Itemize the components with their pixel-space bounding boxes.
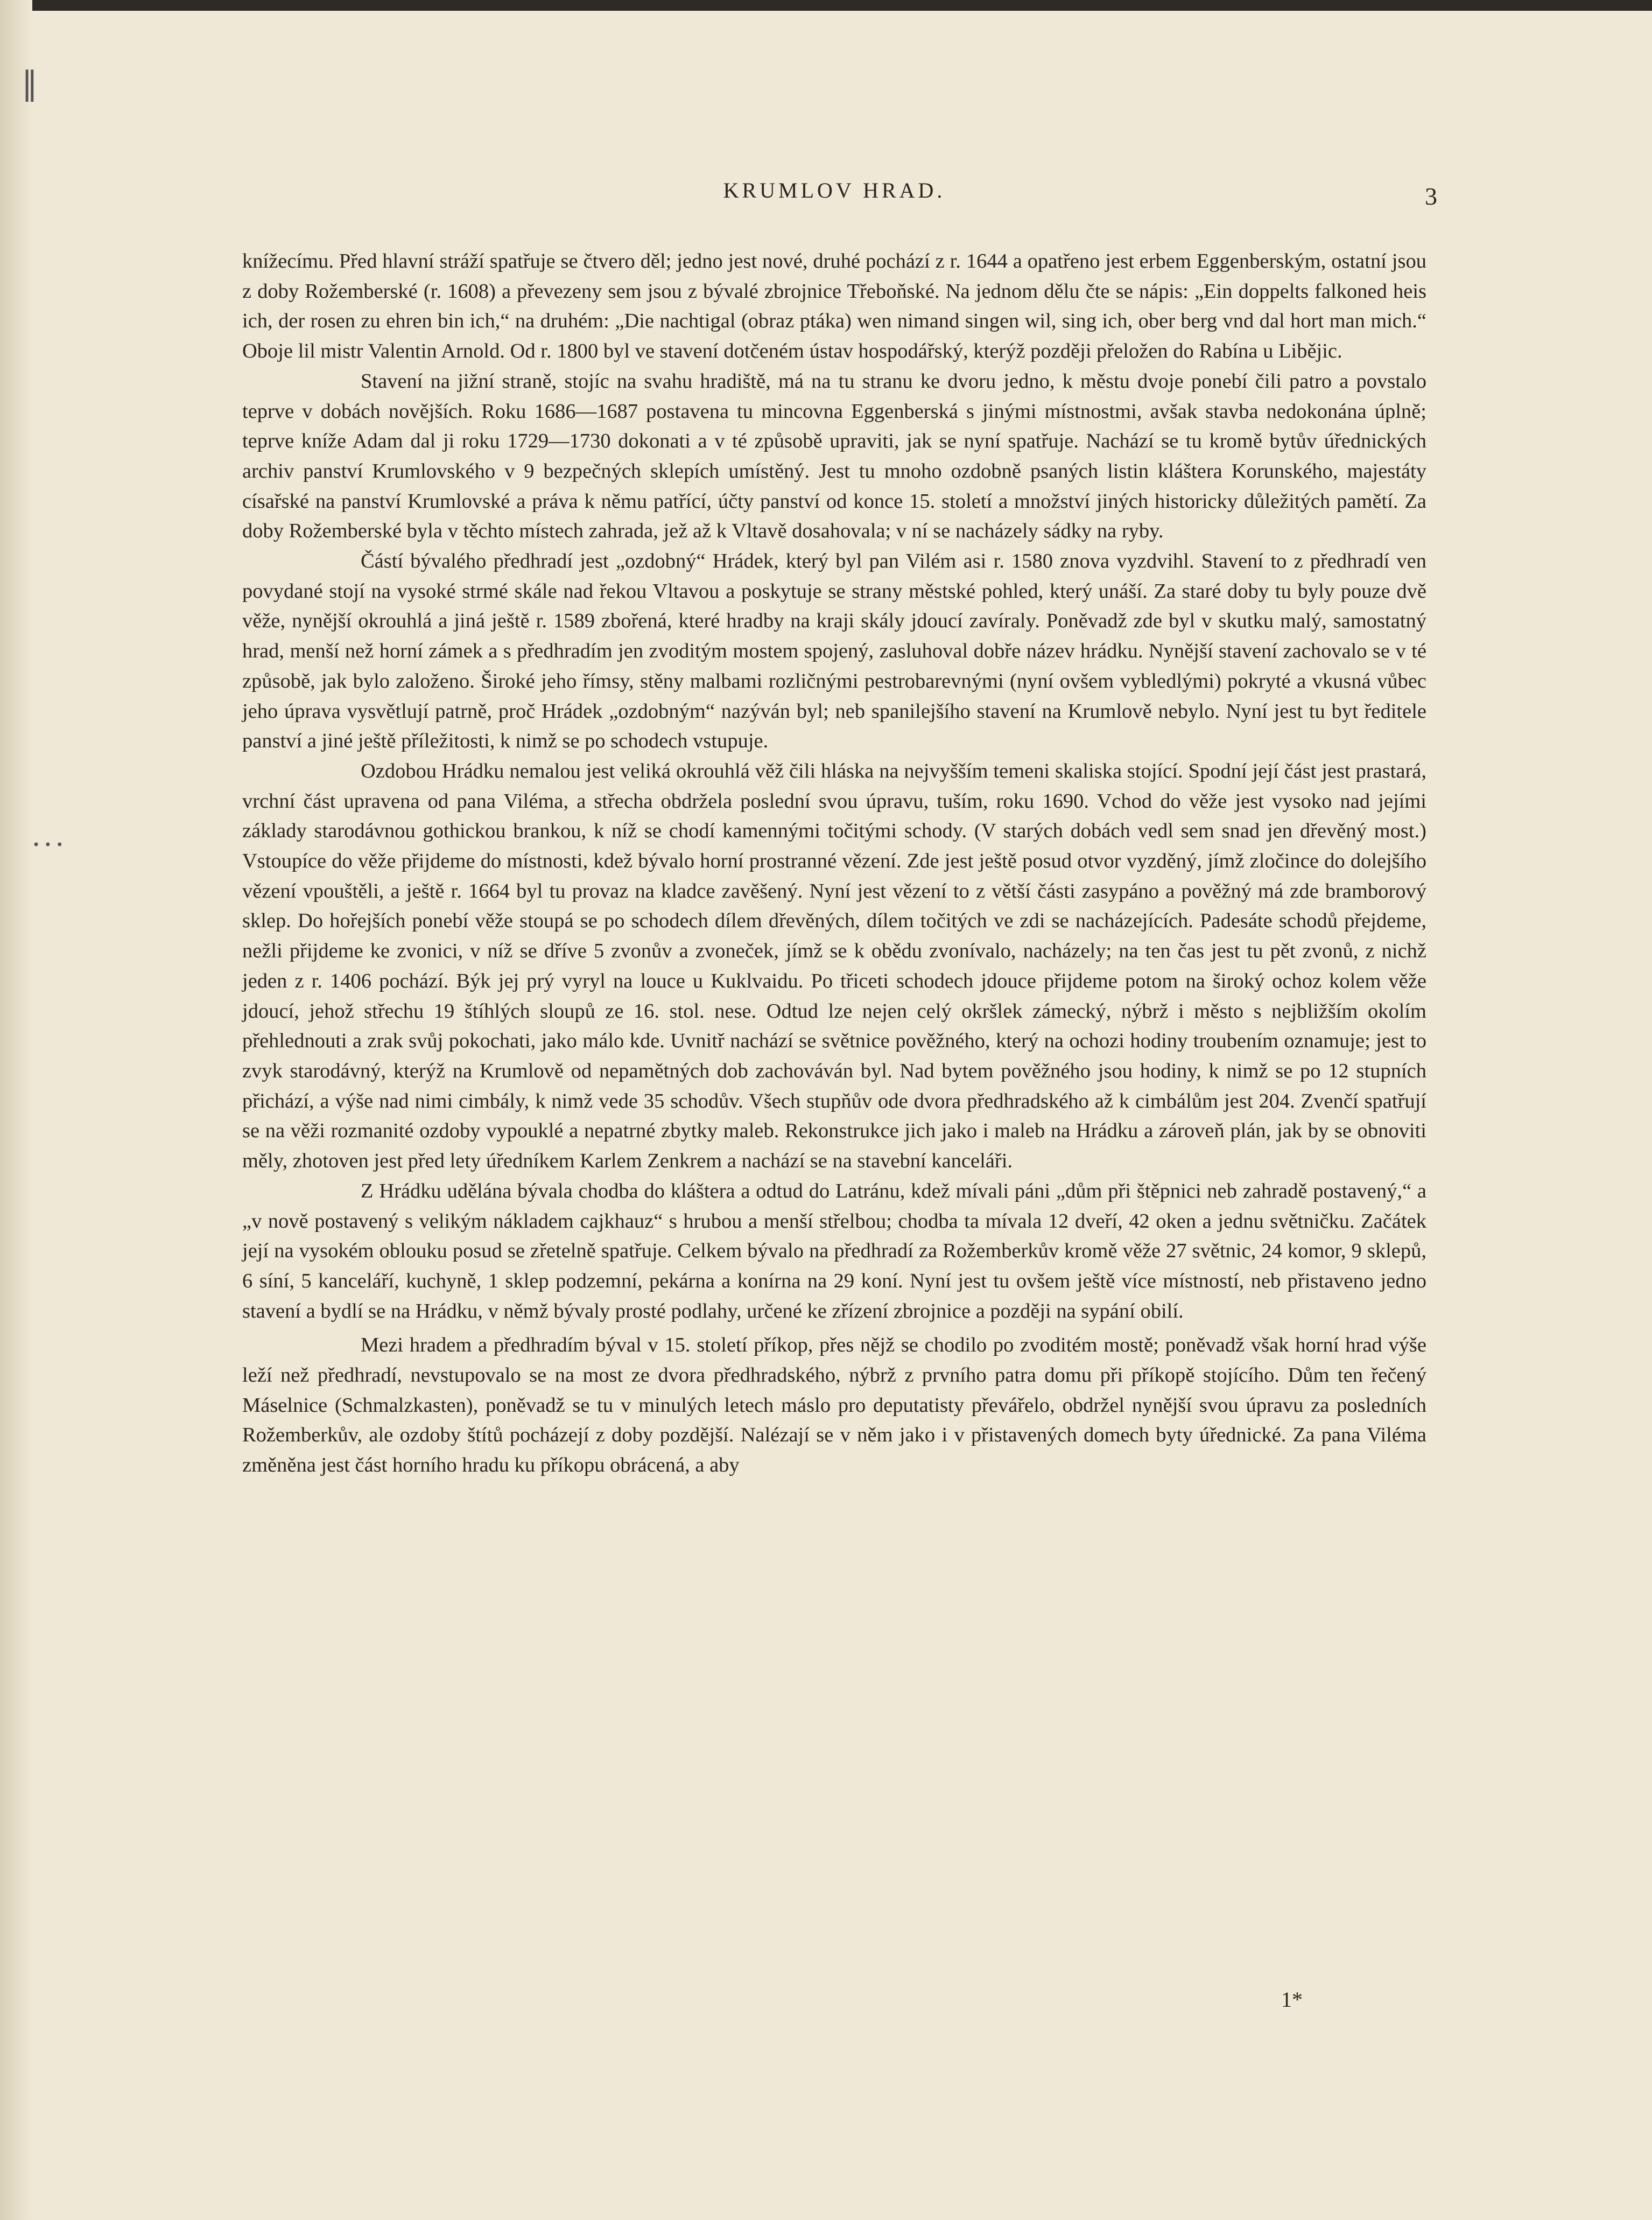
paragraph: Z Hrádku udělána bývala chodba do kláštera a odtud do Latránu, kdež mívali páni „dům při štěpnici neb zahradě postavený,“ a „v nově postavený s velikým nákladem cajkhauz“ s hrubou a menší střelbou; chodba ta mívala 12 dveří, 42 oken a jednu světničku. Začátek její na vysokém oblouku posud se zřetelně spatřuje. Celkem bývalo na předhradí za Rožemberkův kromě věže 27 světnic, 24 komor, 9 sklepů, 6 síní, 5 kanceláří, kuchyně, 1 sklep podzemní, pekárna a konírna na 29 koní. Nyní jest tu ovšem ještě více místností, neb přistaveno jedno stavení a bydlí se na Hrádku, v němž bývaly prosté podlahy, určené ke zřízení zbrojnice a později na sypání obilí.	[242, 1179, 1426, 1322]
paragraph: Mezi hradem a předhradím býval v 15. století příkop, přes nějž se chodilo po zvoditém mostě; poněvadž však horní hrad výše leží než předhradí, nevstupovalo se na most ze dvora předhradského, nýbrž z prvního patra domu při příkopě stojícího. Dům ten řečený Máselnice (Schmalzkasten), poněvadž se tu v minulých letech máslo pro deputatisty převářelo, obdržel nynější svou úpravu za posledních Rožemberkův, ale ozdoby štítů pocházejí z doby pozdější. Nalézají se v něm jako i v přistavených domech byty úřednické. Za pana Viléma změněna jest část horního hradu ku příkopu obrácená, a aby	[242, 1334, 1426, 1477]
paragraph: Ozdobou Hrádku nemalou jest veliká okrouhlá věž čili hláska na nejvyšším temeni skaliska stojící. Spodní její část jest prastará, vrchní část upravena od pana Viléma, a střecha obdržela poslední svou úpravu, tuším, roku 1690. Vchod do věže jest vysoko nad jejími základy starodávnou gothickou brankou, k níž se chodí kamennými točitými schody. (V starých dobách vedl sem snad jen dřevěný most.) Vstoupíce do věže přijdeme do místnosti, kdež bývalo horní prostranné vězení. Zde jest ještě posud otvor vyzděný, jímž zločince do dolejšího vězení vpouštěli, a ještě r. 1664 byl tu provaz na kladce zavěšený. Nyní jest vězení to z větší části zasypáno a pověžný má zde bramborový sklep. Do hořejších ponebí věže stoupá se po schodech dílem dřevěných, dílem točitých ve zdi se nacházejících. Padesáte schodů přejdeme, nežli přijdeme ke zvonici, v níž se dříve 5 zvonův a zvoneček, jímž se k obědu zvonívalo, nacházely; na ten čas jest tu pět zvonů, z nichž jeden z r. 1406 pochází. Býk jej prý vyryl na louce u Kuklvaidu. Po třiceti schodech jdouce přijdeme potom na široký ochoz kolem věže jdoucí, jehož střechu 19 štíhlých sloupů ze 16. stol. nese. Odtud lze nejen celý okršlek zámecký, nýbrž i město s nejbližším okolím přehlednouti a zrak svůj pokochati, jako málo kde. Uvnitř nachází se světnice pověžného, který na ochozi hodiny troubením oznamuje; jest to zvyk starodávný, kterýž na Krumlově od nepamětných dob zachováván byl. Nad bytem pověžného jsou hodiny, k nimž se po 12 stupních přichází, a výše nad nimi cimbály, k nimž vede 35 schodův. Všech stupňův ode dvora předhradského až k cimbálům jest 204. Zvenčí spatřují se na věži rozmanité ozdoby vypouklé a nepatrné zbytky maleb. Rekonstrukce jich jako i maleb na Hrádku a zároveň plán, jak by se obnoviti měly, zhotoven jest před lety úředníkem Karlem Zenkrem a nachází se na stavební kanceláři.	[242, 759, 1426, 1173]
page-top-edge	[0, 0, 1652, 11]
paragraph: Částí bývalého předhradí jest „ozdobný“ Hrádek, který byl pan Vilém asi r. 1580 znova vyzdvihl. Stavení to z předhradí ven povydané stojí na vysoké strmé skále nad řekou Vltavou a poskytuje se strany městské pohled, který unáší. Za staré doby tu byly pouze dvě věže, nynější okrouhlá a jiná ještě r. 1589 zbořená, které hradby na kraji skály jdoucí zavíraly. Poněvadž zde byl v skutku malý, samostatný hrad, menší než horní zámek a s předhradím jen zvoditým mostem spojený, zasluhoval dobře název hrádku. Nynější stavení zachovalo se v té způsobě, jak bylo založeno. Široké jeho římsy, stěny malbami rozličnými pestrobarevnými (nyní ovšem vybledlými) pokryté a vkusná vůbec jeho úprava vysvětlují patrně, proč Hrádek „ozdobným“ nazýván byl; neb spanilejšího stavení na Krumlově nebylo. Nyní jest tu byt ředitele panství a jiné ještě příležitosti, k nimž se po schodech vstupuje.	[242, 550, 1426, 753]
page-binding-shadow	[0, 0, 32, 2220]
paragraph: Stavení na jižní straně, stojíc na svahu hradiště, má na tu stranu ke dvoru jedno, k městu dvoje ponebí čili patro a povstalo teprve v dobách novějších. Roku 1686—1687 postavena tu mincovna Eggenberská s jinými místnostmi, avšak stavba nedokonána úplně; teprve kníže Adam dal ji roku 1729—1730 dokonati a v té způsobě upraviti, jak se nyní spatřuje. Nachází se tu kromě bytův úřednických archiv panství Krumlovského v 9 bezpečných sklepích umístěný. Jest tu mnoho ozdobně psaných listin kláštera Korunského, majestáty císařské na panství Krumlovské a práva k němu patřící, účty panství od konce 15. století a množství jiných historicky důležitých pamětí. Za doby Rožemberské byla v těchto místech zahrada, jež až k Vltavě dosahovala; v ní se nacházely sádky na ryby.	[242, 369, 1426, 543]
margin-scratch: ‖	[22, 65, 38, 102]
margin-dots: • • •	[32, 837, 64, 852]
paragraph: knížecímu. Před hlavní stráží spatřuje se čtvero děl; jedno jest nové, druhé pochází z r. 1644 a opatřeno jest erbem Eggenberským, ostatní jsou z doby Rožemberské (r. 1608) a převezeny sem jsou z bývalé zbrojnice Třeboňské. Na jednom dělu čte se nápis: „Ein doppelts falkoned heis ich, der rosen zu ehren bin ich,“ na druhém: „Die nachtigal (obraz ptáka) wen nimand singen wil, sing ich, ober berg vnd dal hort man mich.“ Oboje lil mistr Valentin Arnold. Od r. 1800 byl ve stavení dotčeném ústav hospodářský, kterýž později přeložen do Rabína u Libějic.	[242, 250, 1426, 363]
running-title: KRUMLOV HRAD.	[723, 178, 946, 202]
body-text	[242, 247, 1426, 1481]
page-number: 3	[1425, 183, 1437, 210]
page-header	[242, 178, 1437, 210]
signature-mark: 1*	[1281, 1987, 1303, 2012]
